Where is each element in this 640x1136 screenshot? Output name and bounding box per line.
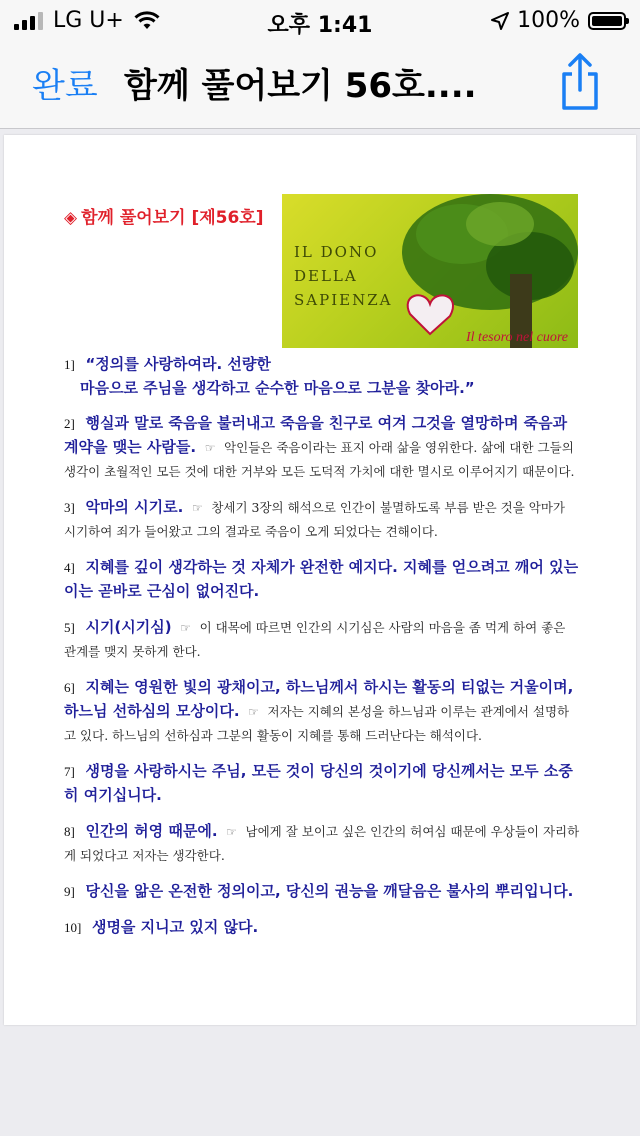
footnote-item <box>64 496 580 544</box>
status-time: 오후 1:41 <box>267 13 373 38</box>
footnote-number: 8] <box>64 824 75 839</box>
navigation-bar <box>0 40 640 129</box>
footnote-main: 지혜는 영원한 빛의 광채이고, 하느님께서 하시는 활동의 티없는 거울이며, 하느님 선하심의 모상이다. <box>64 678 574 720</box>
battery-icon <box>588 12 626 30</box>
footnote-number: 10] <box>64 920 82 935</box>
battery-fill <box>592 16 622 26</box>
footnote-item <box>64 616 580 664</box>
document-title: 함께 풀어보기 56호.... <box>124 66 477 106</box>
pointing-hand-icon: ☞ <box>191 501 203 515</box>
footnote-main: 행실과 말로 죽음을 불러내고 죽음을 친구로 여겨 그것을 열망하며 죽음과 계약을 맺는 사람들. <box>64 414 568 456</box>
share-icon[interactable] <box>556 52 604 112</box>
done-button[interactable]: 완료 <box>32 66 98 106</box>
status-bar <box>0 0 640 40</box>
pointing-hand-icon: ☞ <box>204 441 216 455</box>
footnote-number: 4] <box>64 560 75 575</box>
footnote-note: 저자는 지혜의 본성을 하느님과 이루는 관계에서 설명하고 있다. 하느님의 선하심과 그분의 활동이 지혜를 통해 드러난다는 해석이다. <box>64 704 570 743</box>
footnote-item <box>64 556 580 604</box>
footnote-note: 이 대목에 따르면 인간의 시기심은 사람의 마음을 좀 먹게 하여 좋은 관계를 맺지 못하게 한다. <box>64 620 566 659</box>
footnote-main: 지혜를 깊이 생각하는 것 자체가 완전한 예지다. 지혜를 얻으려고 깨어 있는 이는 곧바로 근심이 없어진다. <box>64 558 579 600</box>
footnote-item <box>64 916 580 940</box>
tree-illustration-icon <box>370 194 578 348</box>
footnote-main: 생명을 사랑하시는 주님, 모든 것이 당신의 것이기에 당신께서는 모두 소중히 여기십니다. <box>64 762 573 804</box>
footnote-number: 9] <box>64 884 75 899</box>
doc-heading-text: 함께 풀어보기 [제56호] <box>81 208 264 228</box>
status-right <box>491 8 626 33</box>
document-viewer[interactable] <box>0 129 640 1136</box>
pointing-hand-icon: ☞ <box>180 621 191 635</box>
footnote-number: 7] <box>64 764 75 779</box>
banner-subtitle: Il tesoro nel cuore <box>466 330 568 345</box>
footnote-note: 창세기 3장의 해석으로 인간이 불멸하도록 부름 받은 것을 악마가 시기하여 죄가 들어왔고 그의 결과로 죽음이 오게 되었다는 견해이다. <box>64 500 566 539</box>
footnote-main: 시기(시기심) <box>85 618 172 636</box>
carrier-label: LG U+ <box>53 8 124 33</box>
footnote-main: “정의를 사랑하여라. 선량한 <box>85 355 271 373</box>
banner-line-2: DELLA <box>294 267 358 285</box>
banner-line-1: IL DONO <box>294 243 379 261</box>
banner-title <box>294 240 392 312</box>
pointing-hand-icon: ☞ <box>248 705 259 719</box>
footnote-main: 악마의 시기로. <box>85 498 184 516</box>
footnote-number: 1] <box>64 357 75 372</box>
footnote-number: 2] <box>64 416 75 431</box>
location-arrow-icon <box>491 12 509 30</box>
footnote-main: 인간의 허영 때문에. <box>85 822 218 840</box>
footnote-main: 생명을 지니고 있지 않다. <box>91 918 259 936</box>
footnote-item <box>64 353 580 400</box>
footnote-note: 악인들은 죽음이라는 표지 아래 삶을 영위한다. 삶에 대한 그들의 생각이 초월적인 모든 것에 대한 거부와 모든 도덕적 가치에 대한 멸시로 이루어지기 때문이다. <box>64 440 575 479</box>
footnote-number: 6] <box>64 680 75 695</box>
footnote-list <box>64 353 580 952</box>
footnote-item <box>64 760 580 808</box>
pointing-hand-icon: ☞ <box>226 825 237 839</box>
doc-heading <box>64 203 264 228</box>
footnote-item <box>64 676 580 748</box>
diamond-icon: ◈ <box>64 208 78 228</box>
footnote-main-cont: 마음으로 주님을 생각하고 순수한 마음으로 그분을 찾아라.” <box>80 379 475 397</box>
footnote-number: 5] <box>64 620 75 635</box>
footnote-item <box>64 412 580 484</box>
footnote-main: 당신을 앎은 온전한 정의이고, 당신의 권능을 깨달음은 불사의 뿌리입니다. <box>85 882 574 900</box>
document-page <box>4 135 636 1025</box>
footnote-item <box>64 880 580 904</box>
footnote-number: 3] <box>64 500 75 515</box>
battery-percent: 100% <box>517 8 580 33</box>
banner-line-3: SAPIENZA <box>294 291 393 309</box>
footnote-item <box>64 820 580 868</box>
footnote-note: 남에게 잘 보이고 싶은 인간의 허여심 때문에 우상들이 자리하게 되었다고 저자는 생각한다. <box>64 824 580 863</box>
banner-image <box>282 194 578 348</box>
